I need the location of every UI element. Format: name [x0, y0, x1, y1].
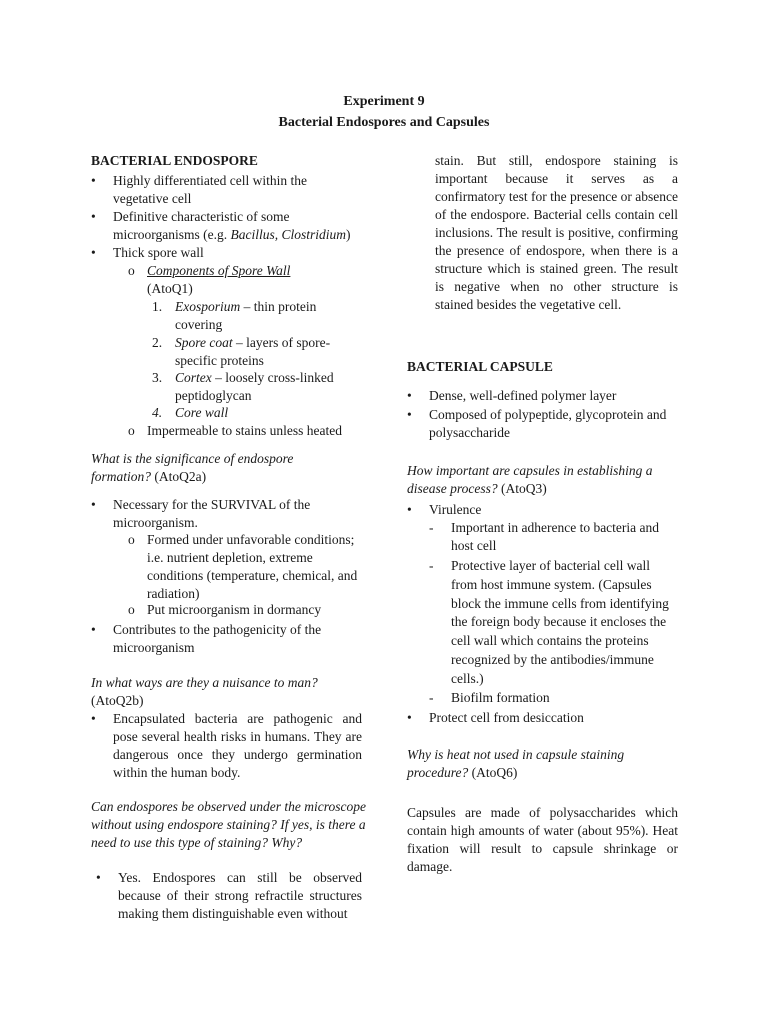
component-core-wall: Core wall [175, 405, 229, 420]
circle-bullet-icon: o [128, 263, 135, 278]
bullet-icon: • [407, 407, 412, 422]
question-atoq2b: In what ways are they a nuisance to man? [91, 675, 318, 690]
component-exosporium: Exosporium – thin protein covering [175, 299, 317, 332]
circle-bullet-icon: o [128, 532, 135, 547]
bullet-icon: • [91, 173, 96, 188]
bullet-icon: • [407, 388, 412, 403]
page-title: Bacterial Endospores and Capsules [278, 115, 490, 130]
component-number: 2. [152, 335, 163, 350]
bullet-icon: • [91, 245, 96, 260]
bullet-icon: • [96, 870, 101, 885]
components-label: Components of Spore Wall [147, 263, 291, 278]
component-number: 3. [152, 370, 163, 385]
virulence-item: Important in adherence to bacteria and host cell [451, 520, 660, 553]
bullet-icon: • [91, 497, 96, 512]
component-number: 4. [152, 405, 163, 420]
impermeable-text: Impermeable to stains unless heated [147, 423, 342, 438]
endospore-heading: BACTERIAL ENDOSPORE [91, 153, 258, 168]
heat-answer-paragraph: Capsules are made of polysaccharides which contain high amounts of water (about 95%). Heat fixation will result to capsule shrinkage or damage. [407, 805, 678, 874]
endospore-staining-paragraph: stain. But still, endospore staining is important because it serves as a confirmatory test for the presence or absence of the endospore. Bacterial cells contain cell inclusions. The result is positive, confirming the presence of endospore, when there is a structure which is stained green. The result is negative when no other structure is stained besides the vegetative cell. [435, 153, 678, 312]
bullet-icon: • [91, 711, 96, 726]
sub-item-text: Put microorganism in dormancy [147, 602, 322, 617]
question-atoq3: How important are capsules in establishing a disease process? (AtoQ3) [407, 463, 653, 496]
bullet-icon: • [407, 710, 412, 725]
circle-bullet-icon: o [128, 423, 135, 438]
question-atoq6: Why is heat not used in capsule staining procedure? (AtoQ6) [407, 747, 625, 780]
bullet-icon: • [91, 209, 96, 224]
experiment-number: Experiment 9 [343, 94, 425, 109]
component-number: 1. [152, 299, 163, 314]
dash-bullet-icon: - [429, 558, 434, 573]
component-spore-coat: Spore coat – layers of spore-specific proteins [175, 335, 331, 368]
sub-item-text: Formed under unfavorable conditions; i.e. nutrient depletion, extreme conditions (temperature, chemical, and radiation) [147, 532, 358, 601]
atoq1-tag: (AtoQ1) [147, 281, 193, 296]
component-cortex: Cortex – loosely cross-linked peptidoglycan [175, 370, 334, 403]
dash-bullet-icon: - [429, 690, 434, 705]
circle-bullet-icon: o [128, 602, 135, 617]
question-observe-endospores: Can endospores be observed under the microscope without using endospore staining? If yes, is there a need to use this type of staining? Why? [91, 799, 366, 850]
capsule-heading: BACTERIAL CAPSULE [407, 359, 553, 374]
bullet-icon: • [407, 502, 412, 517]
virulence-item: Biofilm formation [451, 690, 550, 705]
bullet-icon: • [91, 622, 96, 637]
atoq2b-tag: (AtoQ2b) [91, 693, 144, 708]
question-atoq2a: What is the significance of endospore formation? (AtoQ2a) [91, 451, 294, 484]
dash-bullet-icon: - [429, 520, 434, 535]
virulence-item: Protective layer of bacterial cell wall from host immune system. (Capsules block the immune cells from identifying the foreign body because it encloses the cell wall which contains the proteins recognized by the antibodies/immune cells.) [451, 558, 669, 686]
